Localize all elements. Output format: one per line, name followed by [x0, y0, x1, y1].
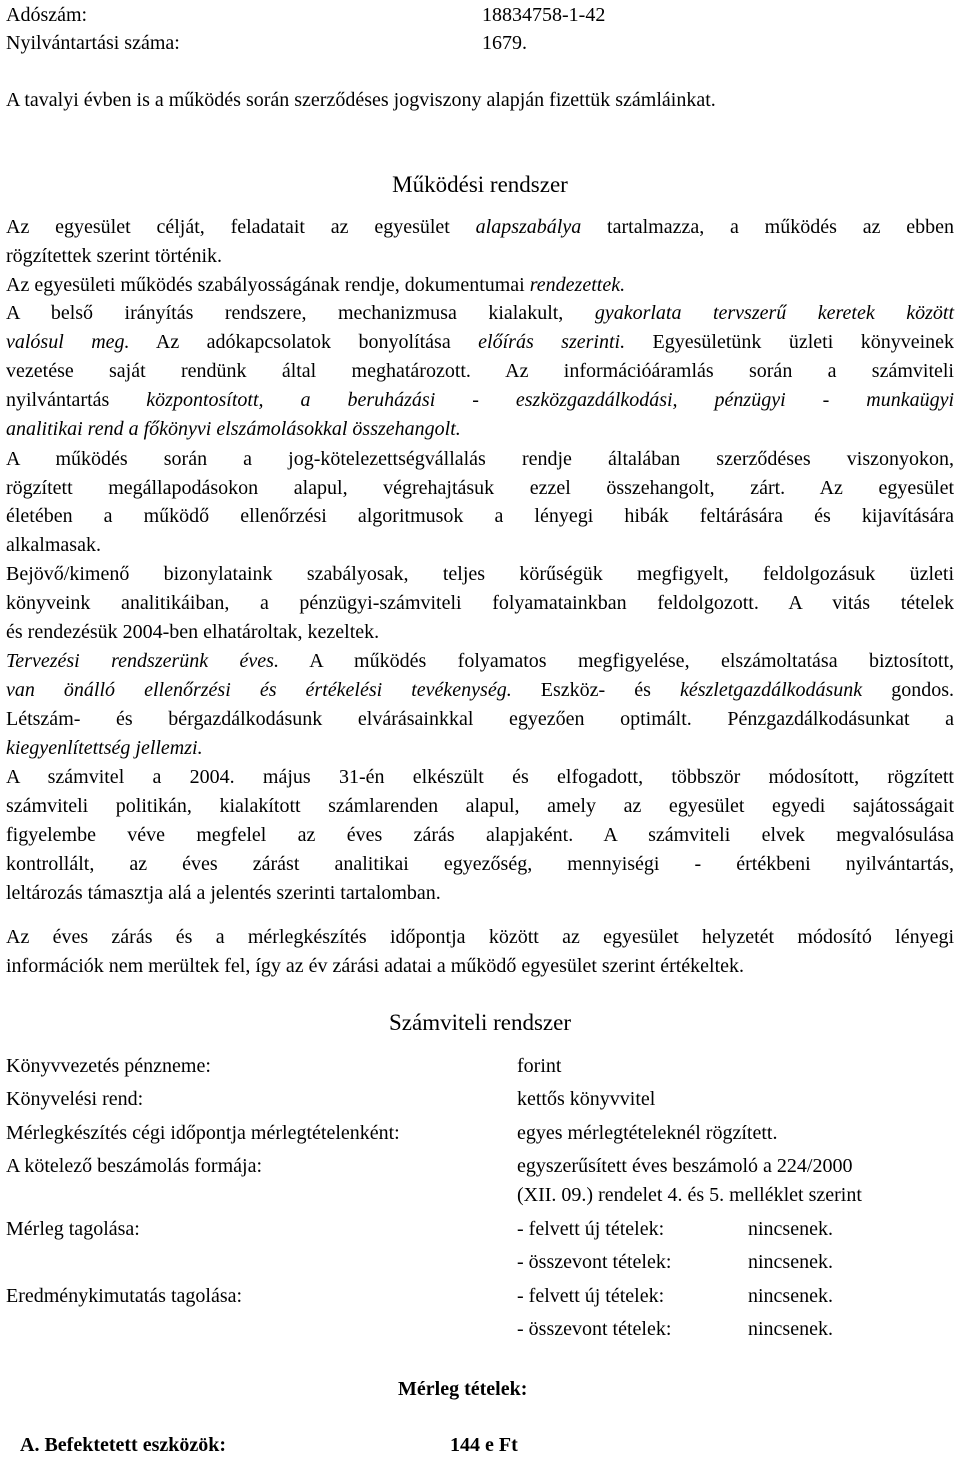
income-structure-row: [6, 1283, 954, 1309]
paragraph-line: valósul meg. Az adókapcsolatok bonyolítása előírás szerinti. Egyesületünk üzleti könyveinek: [6, 331, 955, 353]
paragraph-line: Az éves zárás és a mérlegkészítés időpontja között az egyesület helyzetét módosító lényegi: [6, 926, 954, 948]
paragraph-line: rögzített megállapodásokon alapul, végrehajtásuk ezzel összehangolt, zárt. Az egyesület: [6, 477, 954, 499]
tax-number-label: Adószám:: [6, 4, 88, 26]
paragraph-line: információk nem merültek fel, így az év zárási adatai a működő egyesület szerint értékeltek.: [6, 955, 745, 977]
paragraph-line: A számvitel a 2004. május 31-én elkészült és elfogadott, többször módosított, rögzített: [6, 766, 954, 788]
balance-date-row: [6, 1120, 954, 1146]
paragraph-line: analitikai rend a főkönyvi elszámolásokkal összehangolt.: [6, 418, 461, 440]
paragraph-line: nyilvántartás központosított, a beruházási - eszközgazdálkodási, pénzügyi - munkaügyi: [6, 389, 954, 411]
paragraph-line: A belső irányítás rendszere, mechanizmusa kialakult, gyakorlata tervszerű keretek között: [6, 302, 955, 324]
bookkeeping-row: [6, 1086, 954, 1112]
paragraph-line: figyelembe véve megfelel az éves zárás alapjaként. A számviteli elvek megvalósulása: [6, 824, 954, 846]
section-title-mukodesi: Működési rendszer: [392, 172, 568, 197]
paragraph-line: van önálló ellenőrzési és értékelési tevékenység. Eszköz- és készletgazdálkodásunk gondos.: [6, 679, 955, 701]
merged-items-value: nincsenek.: [748, 1251, 833, 1273]
paragraph-line: és rendezésük 2004-ben elhatároltak, kezeltek.: [6, 621, 380, 643]
paragraph-line: vezetése saját rendünk által meghatározott. Az információáramlás során a számviteli: [6, 360, 954, 382]
currency-row: [6, 1053, 954, 1079]
section-title-szamviteli: Számviteli rendszer: [388, 1010, 571, 1035]
paragraph-line: Létszám- és bérgazdálkodásunk elvárásainkkal egyezően optimált. Pénzgazdálkodásunkat a: [6, 708, 954, 730]
paragraph-line: A működés során a jog-kötelezettségvállalás rendje általában szerződéses viszonyokon,: [6, 448, 954, 470]
balance-structure-row: [6, 1216, 954, 1242]
merged-items-label: - összevont tételek:: [517, 1251, 672, 1273]
currency-label: Könyvvezetés pénzneme:: [6, 1055, 211, 1077]
merged-items-value: nincsenek.: [748, 1318, 833, 1340]
paragraph-line: leltározás támasztja alá a jelentés szerinti tartalomban.: [6, 882, 441, 904]
new-items-label: - felvett új tételek:: [517, 1218, 665, 1240]
fixed-assets-value: 144 e Ft: [450, 1434, 518, 1456]
registration-label: Nyilvántartási száma:: [6, 32, 180, 54]
intro-text: A tavalyi évben is a működés során szerződéses jogviszony alapján fizettük számláinkat.: [6, 89, 716, 111]
new-items-value: nincsenek.: [748, 1218, 833, 1240]
report-form-value: egyszerűsített éves beszámoló a 224/2000: [517, 1155, 853, 1177]
paragraph-line: kiegyenlítettség jellemzi.: [6, 737, 203, 759]
merged-items-label: - összevont tételek:: [517, 1318, 672, 1340]
balance-items-title: Mérleg tételek:: [398, 1378, 528, 1400]
paragraph-line: Az egyesület célját, feladatait az egyesület alapszabálya tartalmazza, a működés az ebben: [6, 216, 955, 238]
fixed-assets-label: A. Befektetett eszközök:: [20, 1434, 227, 1456]
balance-date-value: egyes mérlegtételeknél rögzített.: [517, 1122, 778, 1144]
new-items-label: - felvett új tételek:: [517, 1285, 665, 1307]
report-form-label: A kötelező beszámolás formája:: [6, 1155, 263, 1177]
paragraph-line: Az egyesületi működés szabályosságának rendje, dokumentumai rendezettek.: [6, 274, 626, 296]
tax-number-value: 18834758-1-42: [482, 4, 606, 26]
bookkeeping-value: kettős könyvvitel: [517, 1088, 656, 1110]
paragraph-line: alkalmasak.: [6, 534, 101, 556]
report-form-value-2: (XII. 09.) rendelet 4. és 5. melléklet szerint: [517, 1184, 862, 1206]
paragraph-line: életében a működő ellenőrzési algoritmusok a lényegi hibák feltárására és kijavítására: [6, 505, 954, 527]
report-form-row: [6, 1153, 954, 1179]
currency-value: forint: [517, 1055, 562, 1077]
registration-row: [6, 30, 954, 56]
paragraph-line: Tervezési rendszerünk éves. A működés folyamatos megfigyelése, elszámoltatása biztosított,: [6, 650, 954, 672]
paragraph-line: rögzítettek szerint történik.: [6, 245, 223, 267]
income-structure-label: Eredménykimutatás tagolása:: [6, 1285, 243, 1307]
paragraph-line: Bejövő/kimenő bizonylataink szabályosak, teljes körűségük megfigyelt, feldolgozásuk üzleti: [6, 563, 954, 585]
balance-structure-label: Mérleg tagolása:: [6, 1218, 140, 1240]
balance-date-label: Mérlegkészítés cégi időpontja mérlegtételenként:: [6, 1122, 400, 1144]
paragraph-line: könyveink analitikáiban, a pénzügyi-számviteli folyamatainkban feldolgozott. A vitás tételek: [6, 592, 954, 614]
tax-number-row: [6, 2, 954, 28]
fixed-assets-row: [20, 1432, 954, 1458]
paragraph-line: kontrollált, az éves zárást analitikai egyezőség, mennyiségi - értékbeni nyilvántartás,: [6, 853, 954, 875]
new-items-value: nincsenek.: [748, 1285, 833, 1307]
bookkeeping-label: Könyvelési rend:: [6, 1088, 144, 1110]
paragraph-line: számviteli politikán, kialakított számlarenden alapul, amely az egyesület egyedi sajátosságait: [6, 795, 954, 817]
registration-value: 1679.: [482, 32, 527, 54]
